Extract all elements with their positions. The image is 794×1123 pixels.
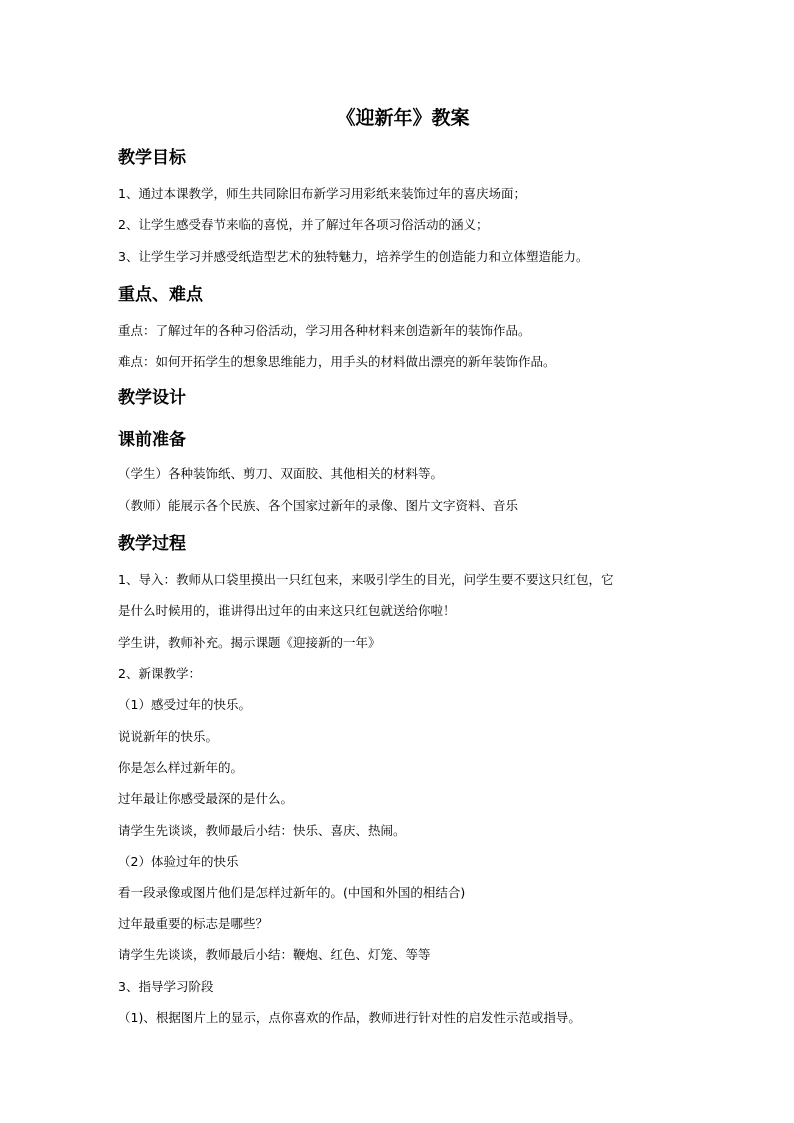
- goal-item-1: 1、通过本课教学，师生共同除旧布新学习用彩纸来装饰过年的喜庆场面；: [118, 186, 526, 201]
- process-line-4: 2、新课教学：: [118, 666, 201, 681]
- process-line-11: 看一段录像或图片他们是怎样过新年的。(中国和外国的相结合): [118, 885, 466, 900]
- process-line-1: 1、导入：教师从口袋里摸出一只红包来，来吸引学生的目光，问学生要不要这只红包，它: [118, 572, 614, 587]
- process-line-5: （1）感受过年的快乐。: [118, 697, 251, 712]
- heading-focus: 重点、难点: [118, 285, 203, 305]
- prep-teacher: （教师）能展示各个民族、各个国家过新年的录像、图片文字资料、音乐: [118, 498, 519, 513]
- process-line-7: 你是怎么样过新年的。: [118, 760, 244, 775]
- focus-difficulty: 难点：如何开拓学生的想象思维能力，用手头的材料做出漂亮的新年装饰作品。: [118, 354, 556, 369]
- heading-goals: 教学目标: [118, 148, 186, 168]
- prep-students: （学生）各种装饰纸、剪刀、双面胶、其他相关的材料等。: [118, 466, 444, 481]
- process-line-15: （1)、根据图片上的显示，点你喜欢的作品，教师进行针对性的启发性示范或指导。: [118, 1010, 581, 1025]
- process-line-9: 请学生先谈谈，教师最后小结：快乐、喜庆、热闹。: [118, 823, 406, 838]
- process-line-12: 过年最重要的标志是哪些？: [118, 916, 269, 931]
- process-line-8: 过年最让你感受最深的是什么。: [118, 791, 294, 806]
- focus-key-point: 重点：了解过年的各种习俗活动，学习用各种材料来创造新年的装饰作品。: [118, 323, 531, 338]
- goal-item-3: 3、让学生学习并感受纸造型艺术的独特魅力，培养学生的创造能力和立体塑造能力。: [118, 249, 589, 264]
- document-title: 《迎新年》教案: [336, 107, 470, 129]
- process-line-2: 是什么时候用的，谁讲得出过年的由来这只红包就送给你啦！: [118, 603, 456, 618]
- process-line-3: 学生讲，教师补充。揭示课题《迎接新的一年》: [118, 635, 381, 650]
- process-line-13: 请学生先谈谈，教师最后小结：鞭炮、红色、灯笼、等等: [118, 947, 431, 962]
- heading-design: 教学设计: [118, 388, 186, 408]
- heading-prep: 课前准备: [118, 430, 186, 450]
- process-line-14: 3、指导学习阶段: [118, 979, 214, 994]
- process-line-10: （2）体验过年的快乐: [118, 854, 239, 869]
- process-line-6: 说说新年的快乐。: [118, 729, 219, 744]
- goal-item-2: 2、让学生感受春节来临的喜悦，并了解过年各项习俗活动的涵义；: [118, 217, 489, 232]
- heading-process: 教学过程: [118, 534, 186, 554]
